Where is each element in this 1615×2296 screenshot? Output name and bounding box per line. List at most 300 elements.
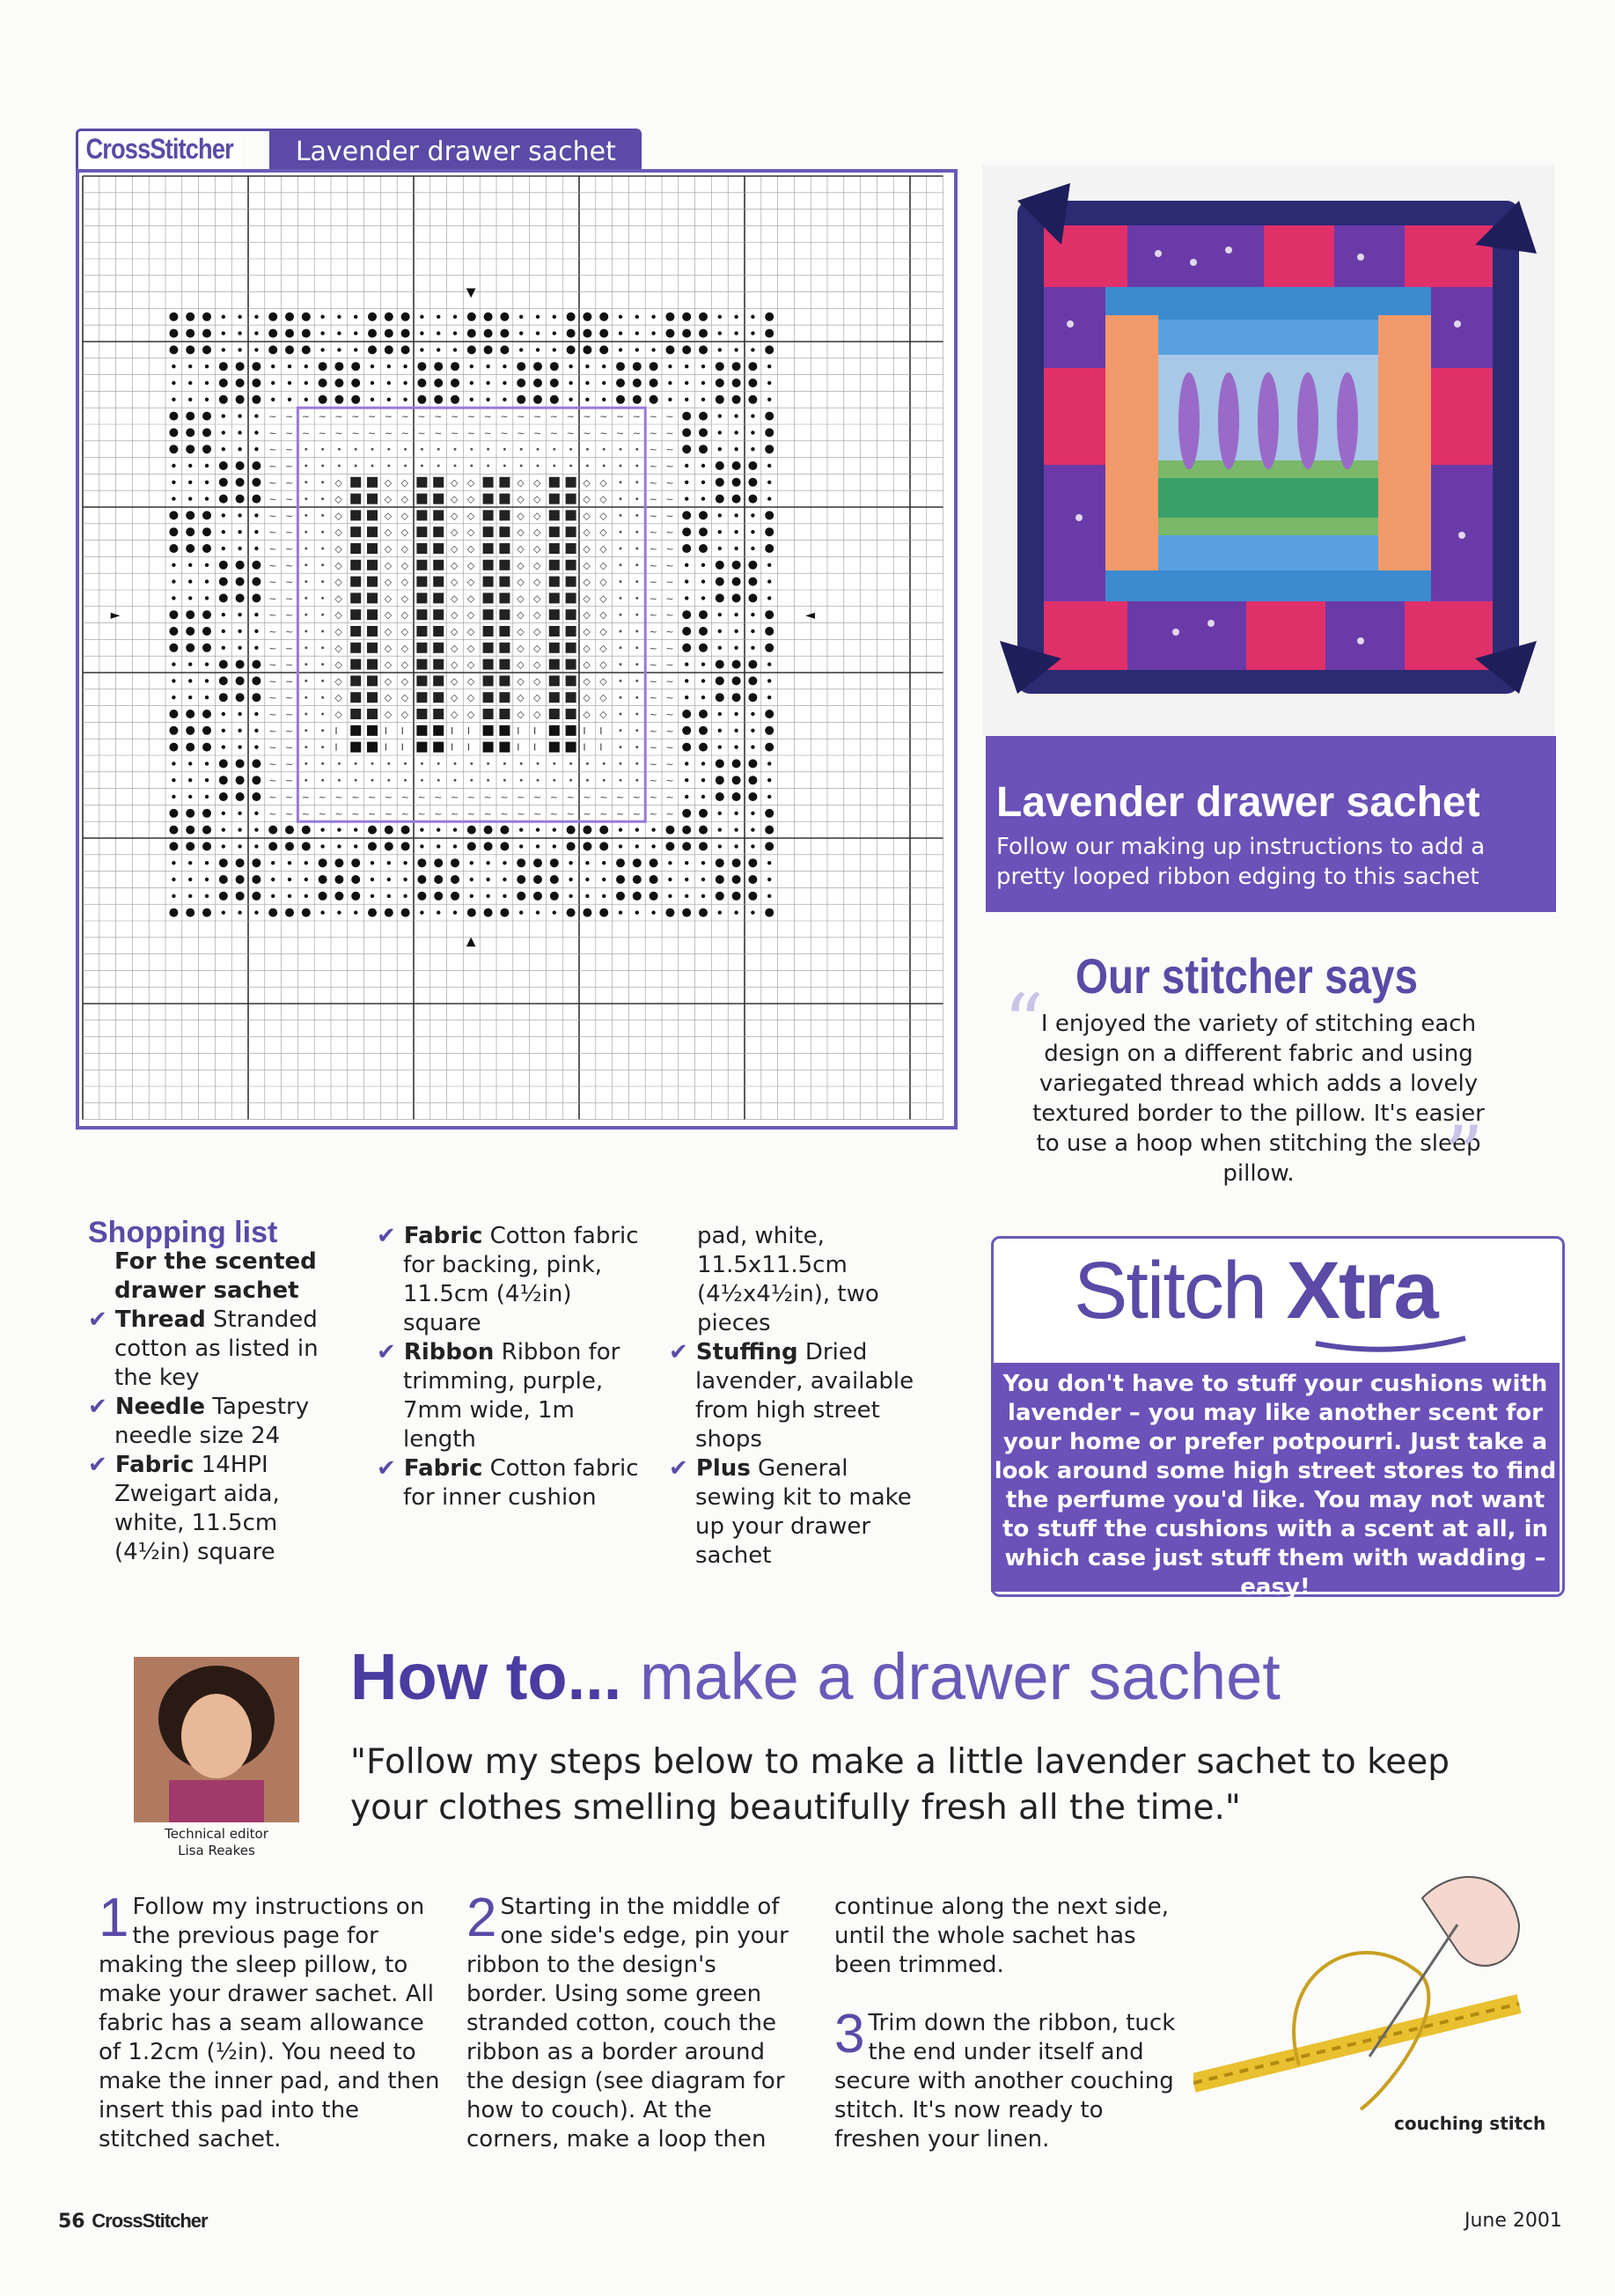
stitch-symbol — [553, 779, 555, 782]
shopping-item-text: Cotton fabric for backing, pink, 11.5cm (4½in) square — [403, 1223, 639, 1336]
stitch-symbol — [172, 579, 175, 583]
chart-grid — [79, 173, 954, 1126]
stitch-symbol: ◇ — [583, 659, 591, 671]
stitch-symbol — [734, 547, 738, 550]
stitch-symbol — [271, 398, 275, 401]
stitch-symbol — [172, 563, 175, 567]
stitch-symbol — [186, 445, 195, 453]
stitch-symbol: ◇ — [466, 510, 475, 522]
stitch-symbol — [433, 477, 444, 488]
stitch-symbol — [205, 894, 209, 898]
stitch-symbol — [433, 560, 444, 570]
stitch-symbol — [371, 878, 374, 881]
stitch-symbol: ◇ — [517, 692, 525, 704]
stitch-symbol — [305, 614, 307, 616]
stitch-symbol: ◇ — [517, 526, 525, 539]
stitch-symbol — [186, 809, 195, 818]
stitch-symbol — [305, 779, 307, 782]
stitch-symbol — [635, 630, 638, 633]
stitch-symbol — [569, 762, 572, 765]
stitch-symbol — [483, 510, 494, 520]
stitch-symbol — [451, 379, 459, 387]
stitch-symbol — [620, 497, 622, 500]
stitch-symbol — [188, 563, 192, 567]
stitch-symbol — [701, 481, 705, 484]
stitch-symbol — [350, 543, 361, 554]
stitch-symbol — [416, 692, 427, 703]
stitch-symbol: ◇ — [583, 576, 591, 588]
stitch-symbol — [682, 428, 691, 437]
stitch-symbols — [169, 313, 774, 917]
stitch-symbol — [367, 510, 378, 520]
stitch-symbol: ~ — [268, 692, 277, 704]
stitch-symbol — [748, 660, 757, 669]
stitch-symbol — [433, 494, 444, 504]
stitch-symbol — [620, 531, 622, 534]
stitch-symbol — [651, 910, 655, 914]
stitch-symbol — [751, 629, 754, 633]
stitch-symbol — [651, 348, 655, 351]
stitch-symbol — [238, 414, 241, 417]
stitch-symbol: ~ — [285, 675, 294, 688]
stitch-symbol: ◇ — [599, 692, 607, 704]
stitch-symbol — [620, 548, 622, 550]
stitch-symbol — [254, 447, 258, 451]
stitch-symbol — [188, 579, 192, 583]
stitch-symbol — [616, 875, 625, 884]
stitch-symbol: I — [583, 725, 586, 737]
stitch-symbol — [252, 660, 261, 669]
shopping-item-label: Fabric — [403, 1223, 483, 1249]
stitch-symbol — [188, 464, 192, 467]
stitch-symbol — [751, 910, 754, 914]
stitch-symbol — [254, 331, 258, 335]
stitch-symbol: ◇ — [599, 709, 607, 720]
stitch-symbol — [202, 511, 211, 519]
stitch-symbol — [285, 826, 294, 835]
stitch-symbol — [238, 745, 241, 748]
stitch-symbol — [433, 577, 444, 587]
stitch-symbol — [682, 710, 691, 718]
stitch-symbol — [288, 398, 291, 401]
stitch-symbol — [186, 627, 195, 636]
stitch-symbol — [716, 892, 724, 901]
stitch-symbol — [254, 315, 258, 319]
stitch-symbol: ~ — [451, 410, 459, 423]
editor-photo — [134, 1657, 299, 1822]
stitch-symbol: ~ — [400, 807, 409, 820]
stitch-symbol — [350, 626, 361, 637]
stitch-symbol: ~ — [285, 427, 294, 439]
stitch-symbol — [254, 844, 258, 848]
stitch-symbol — [503, 465, 506, 467]
stitch-symbol — [748, 395, 757, 404]
stitch-symbol: ◇ — [583, 526, 591, 539]
stitch-symbol — [765, 627, 774, 636]
stitch-symbol — [635, 680, 638, 682]
stitch-symbol: ◇ — [583, 592, 591, 605]
stitch-symbol — [685, 464, 688, 467]
stitch-symbol — [503, 762, 506, 765]
stitch-symbol: ◇ — [517, 675, 525, 688]
stitch-symbol — [337, 315, 341, 319]
stitch-symbol — [350, 675, 361, 686]
stitch-symbol — [437, 828, 440, 831]
stitch-symbol — [499, 675, 510, 686]
stitch-symbol — [665, 842, 674, 850]
stitch-symbol — [219, 478, 228, 487]
stitch-symbol — [433, 675, 444, 686]
stitch-symbol: ◇ — [384, 543, 393, 555]
stitch-symbol — [620, 614, 622, 616]
stitch-symbol — [202, 445, 211, 453]
stitch-symbol — [305, 713, 307, 716]
stitch-symbol — [350, 692, 361, 703]
stitch-symbol: ~ — [649, 709, 657, 720]
stitch-symbol — [238, 910, 241, 914]
stitch-symbol — [222, 530, 225, 534]
stitch-symbol — [650, 362, 658, 371]
stitch-symbol — [483, 577, 494, 587]
stitch-symbol — [732, 693, 741, 702]
stitch-symbol — [602, 878, 606, 881]
stitch-symbol — [288, 381, 291, 385]
stitch-symbol — [748, 362, 757, 371]
stitch-symbol — [302, 329, 311, 338]
stitch-symbol: ~ — [549, 807, 559, 820]
stitch-symbol — [321, 548, 324, 550]
stitch-symbol — [169, 313, 178, 321]
stitch-symbol — [321, 448, 324, 451]
stitch-symbol: ~ — [549, 410, 559, 423]
stitch-symbol: ~ — [665, 675, 674, 688]
stitch-symbol: I — [517, 725, 520, 737]
stitch-symbol: ◇ — [533, 626, 541, 637]
stitch-symbol — [453, 910, 457, 914]
page-number: 56 — [58, 2211, 85, 2233]
tick-icon: ✔ — [669, 1455, 696, 1482]
stitch-symbol — [416, 592, 427, 603]
stitch-symbol — [288, 894, 291, 898]
stitch-symbol: ◇ — [334, 709, 342, 720]
stitch-symbol — [236, 858, 245, 867]
stitch-symbol — [434, 875, 443, 884]
stitch-symbol — [268, 329, 277, 338]
stitch-symbol — [268, 313, 277, 321]
stitch-symbol — [767, 695, 771, 699]
stitch-symbol — [483, 675, 494, 686]
stitch-symbol: ◇ — [384, 692, 393, 704]
stitch-symbol — [416, 577, 427, 587]
stitch-symbol — [569, 364, 572, 368]
stitch-symbol — [751, 828, 754, 831]
stitch-symbol — [499, 626, 510, 637]
stitch-symbol — [437, 348, 440, 351]
stitch-symbol: ~ — [400, 427, 409, 439]
stitch-symbol — [169, 345, 178, 354]
stitch-symbol: I — [400, 741, 404, 754]
stitch-symbol — [699, 412, 708, 421]
stitch-symbol — [433, 526, 444, 537]
stitch-symbol — [483, 494, 494, 504]
stitch-symbol — [305, 580, 307, 583]
stitch-symbol — [238, 812, 241, 815]
stitch-symbol — [368, 345, 377, 354]
stitch-symbol — [665, 313, 674, 321]
stitch-symbol — [367, 543, 378, 554]
stitch-symbol — [718, 430, 722, 434]
stitch-symbol: ~ — [334, 427, 343, 439]
stitch-symbol — [222, 547, 225, 550]
stitch-symbol: ◇ — [517, 543, 525, 555]
stitch-symbol — [254, 513, 258, 517]
stitch-symbol — [305, 465, 307, 467]
stitch-symbol: ~ — [318, 427, 327, 439]
stitch-symbol: ~ — [268, 675, 277, 688]
stitch-symbol — [633, 875, 642, 884]
stitch-symbol — [635, 481, 638, 483]
stitch-symbol — [517, 875, 525, 884]
stitch-symbol: I — [466, 725, 471, 737]
stitch-symbol: ~ — [268, 741, 277, 754]
shopping-item — [377, 1338, 641, 1454]
stitch-symbol: ~ — [285, 758, 294, 770]
stitch-symbol — [437, 448, 440, 451]
stitch-symbol — [682, 544, 691, 553]
stitch-symbol: ◇ — [583, 609, 591, 622]
stitch-symbol — [699, 313, 708, 321]
stitch-symbol: ~ — [483, 791, 492, 803]
stitch-symbol — [619, 828, 622, 831]
stitch-symbol — [586, 465, 589, 467]
shopping-item — [669, 1454, 933, 1571]
stitch-symbol — [433, 643, 444, 653]
stitch-symbol — [734, 331, 738, 335]
stitch-symbol — [367, 577, 378, 587]
stitch-symbol: ~ — [649, 659, 657, 671]
stitch-symbol: I — [451, 725, 454, 737]
stitch-symbol — [620, 514, 622, 517]
stitch-symbol — [487, 779, 489, 782]
stitch-symbol — [484, 345, 493, 354]
stitch-symbol — [483, 742, 494, 753]
stitch-symbol — [602, 861, 606, 865]
stitch-symbol — [302, 842, 311, 850]
stitch-symbol — [302, 313, 311, 321]
stitch-symbol — [748, 379, 757, 387]
stitch-symbol — [699, 511, 708, 519]
stitch-symbol: ~ — [649, 725, 657, 737]
stitch-symbol — [499, 560, 510, 570]
stitch-symbol — [718, 712, 722, 716]
stitch-symbol — [454, 448, 457, 451]
stitch-symbol — [718, 513, 722, 517]
stitch-symbol: ◇ — [400, 510, 409, 522]
stitch-symbol — [566, 709, 576, 719]
stitch-symbol — [351, 362, 360, 371]
stitch-symbol: ◇ — [451, 543, 459, 555]
stitch-symbol: ◇ — [451, 626, 459, 637]
stitch-symbol — [553, 331, 556, 335]
stitch-symbol: ◇ — [334, 543, 342, 555]
stitch-symbol — [699, 726, 708, 735]
stitch-symbol — [635, 448, 638, 451]
stitch-symbol: ◇ — [466, 576, 475, 588]
stitch-symbol — [236, 461, 245, 470]
stitch-symbol — [517, 395, 525, 404]
stitch-symbol — [483, 560, 494, 570]
stitch-symbol — [367, 477, 378, 488]
stitch-symbol — [716, 461, 724, 470]
stitch-symbol — [367, 526, 378, 537]
shopping-item-label: Fabric — [114, 1452, 195, 1478]
stitch-symbol — [499, 692, 510, 703]
stitch-symbol — [338, 762, 341, 765]
shopping-item — [377, 1454, 641, 1512]
stitch-symbol: ~ — [285, 493, 294, 505]
stitch-symbol — [685, 778, 688, 782]
stitch-symbol — [748, 561, 757, 570]
stitch-symbol — [305, 680, 307, 682]
stitch-symbol — [685, 894, 688, 898]
stitch-symbol — [387, 448, 390, 451]
stitch-symbol — [748, 792, 757, 801]
stitch-symbol — [188, 861, 192, 865]
stitch-symbol — [682, 527, 691, 536]
stitch-symbol — [751, 547, 754, 550]
stitch-symbol — [172, 464, 175, 467]
stitch-symbol — [169, 842, 178, 850]
stitch-symbol — [483, 659, 494, 670]
stitch-symbol: ~ — [566, 807, 575, 820]
stitch-symbol — [499, 577, 510, 587]
stitch-symbol — [219, 892, 228, 901]
stitch-symbol — [305, 481, 307, 483]
stitch-symbol — [385, 313, 393, 321]
stitch-symbol — [732, 593, 741, 602]
stitch-symbol — [765, 644, 774, 652]
stitch-symbol: ~ — [649, 427, 657, 439]
stitch-symbol — [368, 329, 377, 338]
stitch-symbol — [172, 662, 175, 666]
stitch-symbol — [682, 842, 691, 850]
stitch-symbol: ◇ — [533, 642, 541, 654]
stitch-symbol — [222, 844, 225, 848]
stitch-symbol — [434, 362, 443, 371]
stitch-symbol — [767, 579, 771, 583]
step-2-text: Starting in the middle of one side's edge, pin your ribbon to the design's border. Using some green stranded cotton, couch the ribbon as a border around the design (see diagram for how to couch). At the corners, make a loop then — [466, 1894, 789, 2152]
stitch-symbol: ◇ — [517, 476, 525, 489]
stitch-symbol — [401, 345, 410, 354]
stitch-symbol: ◇ — [599, 543, 607, 555]
stitch-symbol — [619, 315, 622, 319]
stitch-symbol — [252, 478, 261, 487]
stitch-symbol — [567, 826, 576, 835]
stitch-symbol: ~ — [583, 807, 591, 820]
stitch-symbol — [252, 461, 261, 470]
stitch-symbol — [351, 858, 360, 867]
stitch-symbol: ◇ — [466, 592, 475, 605]
stitch-symbol — [520, 762, 523, 765]
stitch-symbol — [483, 692, 494, 703]
stitch-symbol — [305, 894, 308, 898]
stitch-symbol — [367, 626, 378, 637]
chart-brand-logo: CrossStitcher — [78, 131, 240, 172]
stitch-symbol — [732, 379, 741, 387]
stitch-symbol — [650, 858, 658, 867]
stitch-symbol — [734, 430, 738, 434]
stitch-symbol — [483, 626, 494, 637]
stitch-symbol — [751, 447, 754, 451]
stitch-symbol: ◇ — [466, 626, 475, 637]
stitch-symbol — [682, 726, 691, 735]
stitch-symbol — [668, 894, 672, 898]
stitch-symbol: ~ — [649, 543, 657, 555]
stitch-symbol — [716, 478, 724, 487]
stitch-symbol: ◇ — [384, 709, 393, 720]
stitch-symbol — [222, 331, 225, 335]
shopping-list-col-1 — [88, 1218, 343, 1567]
stitch-symbol: ~ — [517, 791, 525, 803]
stitch-symbol: ◇ — [400, 609, 409, 622]
stitch-symbol — [765, 329, 774, 338]
stitch-symbol — [416, 477, 427, 488]
stitch-symbol — [566, 742, 576, 753]
stitch-symbol — [734, 513, 738, 517]
stitch-symbol — [417, 395, 426, 404]
stitch-symbol — [305, 448, 307, 451]
stitch-symbol: ~ — [616, 427, 625, 439]
stitch-symbol — [205, 778, 209, 782]
stitch-symbol: ~ — [616, 410, 625, 423]
stitch-symbol — [319, 362, 327, 371]
stitch-symbol: ~ — [599, 427, 608, 439]
stitch-symbol — [503, 398, 506, 401]
stitch-symbol — [219, 461, 228, 470]
stitch-symbol — [202, 644, 211, 652]
stitch-xtra-text: You don't have to stuff your cushions with lavender – you may like another scent for your home or prefer potpourri. Just take a look around some high street stores to find the perfume you'd like. You may not want to stuff the cushions with a scent at all, in which case just stuff them with wadding – easy! — [991, 1363, 1560, 1592]
shopping-item-text: Cotton fabric for inner cushion — [403, 1455, 639, 1511]
stitch-symbol — [367, 692, 378, 703]
stitch-symbol — [566, 526, 576, 537]
stitch-symbol — [350, 725, 361, 736]
stitch-symbol — [566, 510, 576, 520]
stitch-symbol — [222, 613, 225, 616]
stitch-symbol — [499, 592, 510, 603]
stitch-symbol — [503, 448, 506, 451]
stitch-symbol — [500, 313, 509, 321]
stitch-symbol — [685, 364, 688, 368]
stitch-symbol — [569, 894, 572, 898]
tick-icon: ✔ — [377, 1223, 404, 1249]
stitch-symbol — [537, 448, 540, 451]
shopping-item-label: Needle — [114, 1394, 206, 1420]
stitch-symbol — [699, 345, 708, 354]
stitch-symbol — [734, 646, 738, 650]
stitch-symbol — [536, 844, 540, 848]
stitch-symbol: ◇ — [384, 626, 393, 637]
stitch-symbol — [470, 762, 473, 765]
stitch-symbol — [416, 626, 427, 637]
stitch-symbol — [732, 875, 741, 884]
stitch-symbol — [635, 580, 638, 583]
stitch-symbol — [651, 844, 655, 848]
stitch-symbol — [767, 364, 771, 368]
stitch-symbol — [685, 563, 688, 567]
stitch-symbol — [371, 779, 374, 782]
stitch-symbol — [371, 894, 374, 898]
stitch-symbol — [350, 526, 361, 537]
